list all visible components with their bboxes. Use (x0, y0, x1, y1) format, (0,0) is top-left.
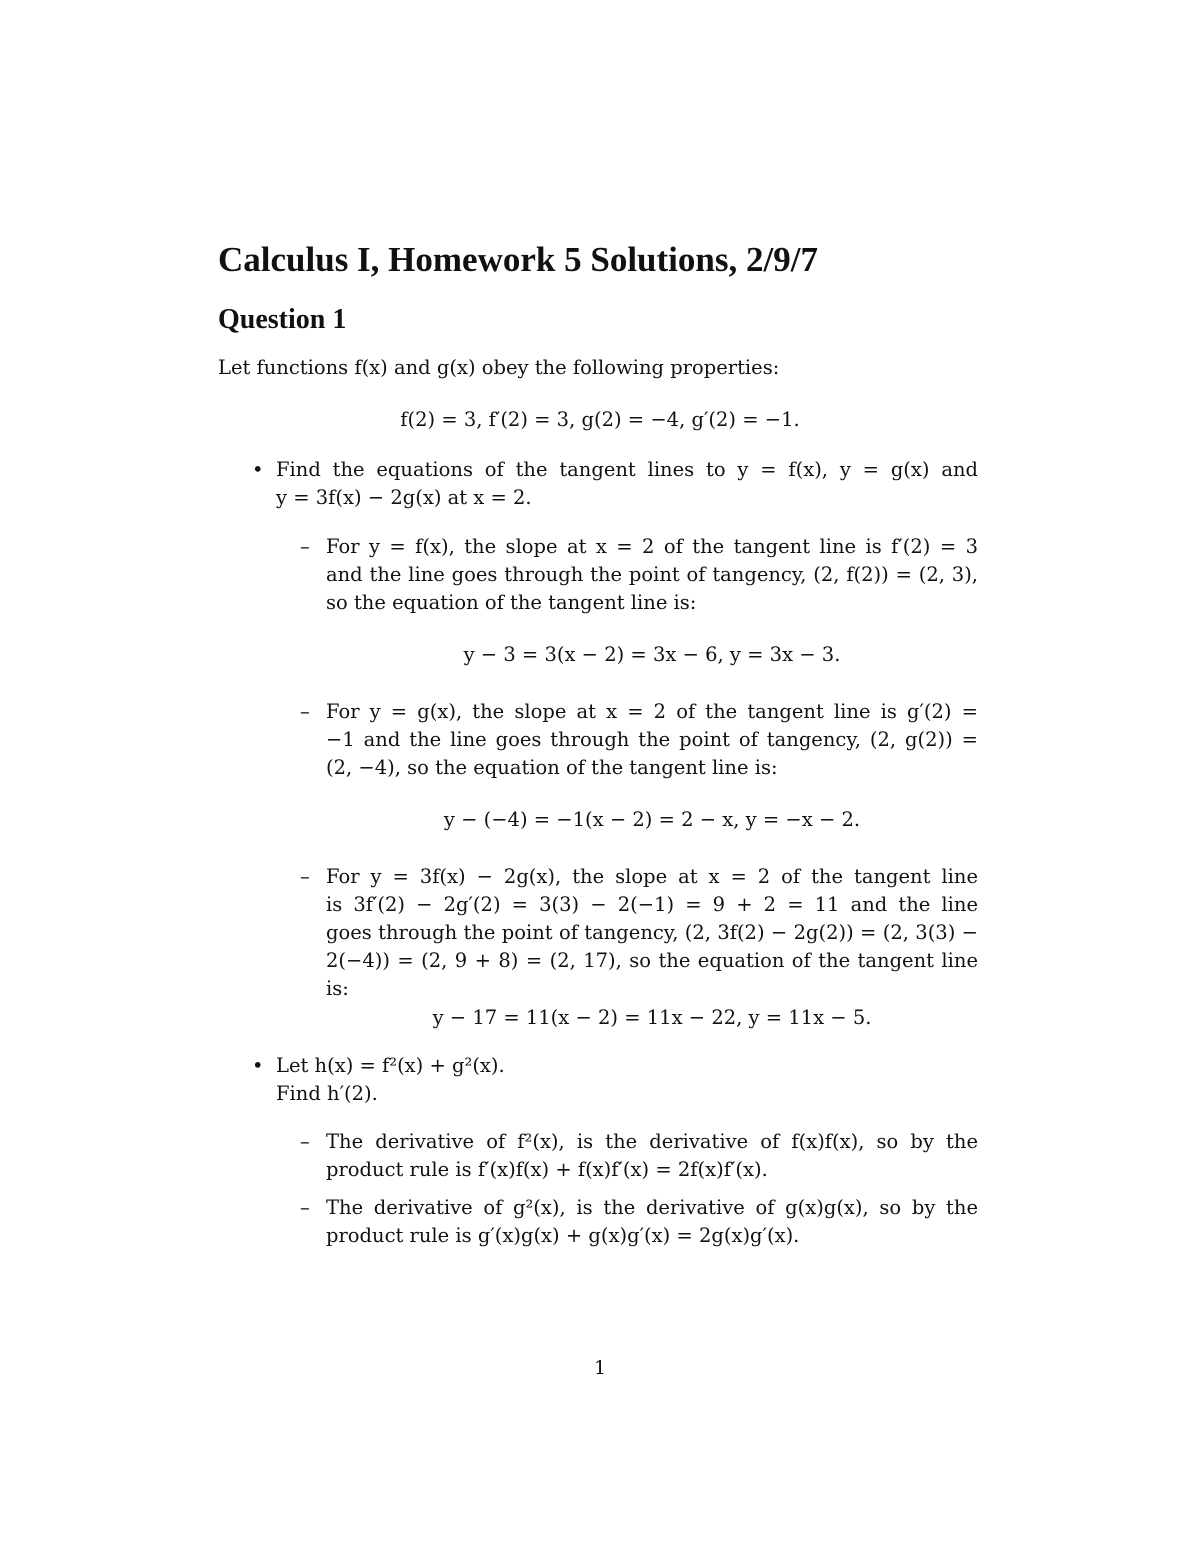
dash-marker: – (300, 700, 310, 723)
bullet-2-sub-1-line-1: The derivative of f²(x), is the derivative of f(x)f(x), so by the (326, 1130, 978, 1153)
sub-3-line-3: goes through the point of tangency, (2, 3f(2) − 2g(2)) = (2, 3(3) − (326, 921, 978, 944)
bullet-1-line-1: Find the equations of the tangent lines to y = f(x), y = g(x) and (276, 458, 978, 481)
bullet-2-sub-2-line-2: product rule is g′(x)g(x) + g(x)g′(x) = 2g(x)g′(x). (326, 1224, 800, 1247)
bullet-2-line-1: Let h(x) = f²(x) + g²(x). (276, 1054, 505, 1077)
bullet-2-sub-2-line-1: The derivative of g²(x), is the derivative of g(x)g(x), so by the (326, 1196, 978, 1219)
sub-2-line-3: (2, −4), so the equation of the tangent line is: (326, 756, 778, 779)
sub-2-line-2: −1 and the line goes through the point of tangency, (2, g(2)) = (326, 728, 978, 751)
sub-3-line-1: For y = 3f(x) − 2g(x), the slope at x = 2 of the tangent line (326, 865, 978, 888)
sub-1-line-1: For y = f(x), the slope at x = 2 of the tangent line is f′(2) = 3 (326, 535, 978, 558)
dash-marker: – (300, 1196, 310, 1219)
sub-1-equation: y − 3 = 3(x − 2) = 3x − 6, y = 3x − 3. (463, 643, 841, 666)
sub-3-line-2: is 3f′(2) − 2g′(2) = 3(3) − 2(−1) = 9 + 2 = 11 and the line (326, 893, 978, 916)
sub-3-line-4: 2(−4)) = (2, 9 + 8) = (2, 17), so the equation of the tangent line (326, 949, 978, 972)
document-title: Calculus I, Homework 5 Solutions, 2/9/7 (218, 240, 818, 279)
sub-3-line-5: is: (326, 977, 349, 1000)
sub-2-equation: y − (−4) = −1(x − 2) = 2 − x, y = −x − 2. (443, 808, 861, 831)
properties-equation: f(2) = 3, f′(2) = 3, g(2) = −4, g′(2) = −1. (400, 408, 800, 431)
intro-text: Let functions f(x) and g(x) obey the following properties: (218, 356, 780, 379)
question-heading: Question 1 (218, 304, 347, 335)
sub-3-equation: y − 17 = 11(x − 2) = 11x − 22, y = 11x − 5. (432, 1006, 872, 1029)
dash-marker: – (300, 535, 310, 558)
sub-2-line-1: For y = g(x), the slope at x = 2 of the tangent line is g′(2) = (326, 700, 978, 723)
dash-marker: – (300, 865, 310, 888)
bullet-marker: • (252, 458, 264, 481)
sub-1-line-3: so the equation of the tangent line is: (326, 591, 697, 614)
dash-marker: – (300, 1130, 310, 1153)
sub-1-line-2: and the line goes through the point of tangency, (2, f(2)) = (2, 3), (326, 563, 978, 586)
bullet-1-line-2: y = 3f(x) − 2g(x) at x = 2. (276, 486, 532, 509)
bullet-2-sub-1-line-2: product rule is f′(x)f(x) + f(x)f′(x) = 2f(x)f′(x). (326, 1158, 768, 1181)
bullet-2-line-2: Find h′(2). (276, 1082, 378, 1105)
bullet-marker: • (252, 1054, 264, 1077)
page-number: 1 (593, 1357, 607, 1379)
